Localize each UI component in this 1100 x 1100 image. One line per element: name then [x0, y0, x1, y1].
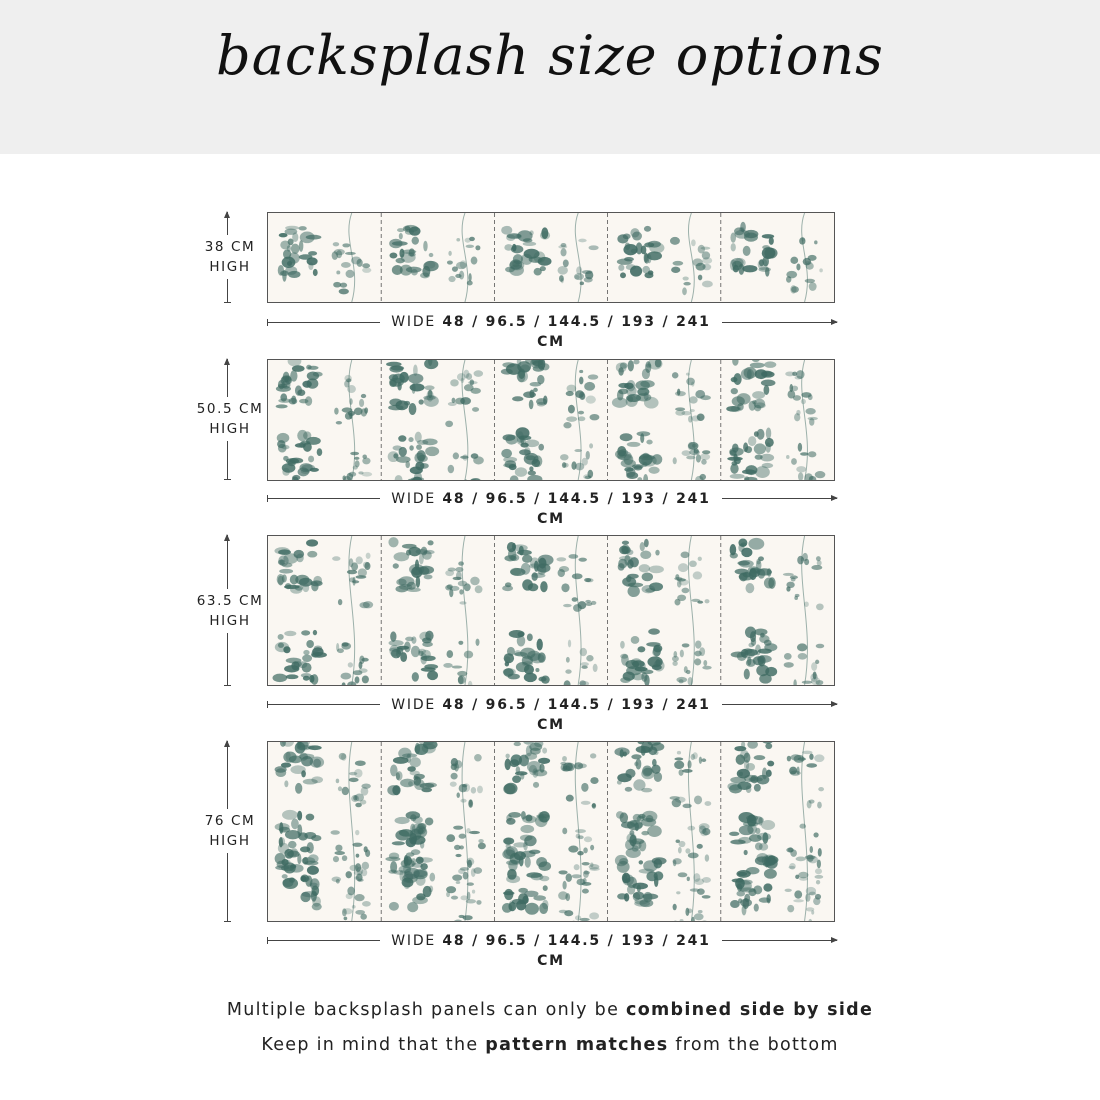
- note-pattern: [0, 1028, 1100, 1063]
- height-value: 50.5 CM: [196, 401, 264, 417]
- note-pattern-text: Keep in mind that the: [261, 1035, 486, 1055]
- note-pattern-emphasis: pattern matches: [485, 1035, 669, 1055]
- backsplash-panel-preview: [267, 212, 835, 303]
- width-values: 48 / 96.5 / 144.5 / 193 / 241 CM: [442, 314, 711, 350]
- height-value: 63.5 CM: [196, 593, 264, 609]
- backsplash-panel-preview: [267, 741, 835, 922]
- height-word: HIGH: [209, 259, 251, 275]
- width-prefix: WIDE: [391, 697, 437, 713]
- note-pattern-text-end: from the bottom: [668, 1035, 839, 1055]
- width-label: [380, 931, 722, 971]
- note-combine: [0, 993, 1100, 1028]
- width-values: 48 / 96.5 / 144.5 / 193 / 241 CM: [442, 933, 711, 969]
- height-word: HIGH: [209, 613, 251, 629]
- height-value: 76 CM: [204, 813, 256, 829]
- height-word: HIGH: [209, 421, 251, 437]
- note-combine-emphasis: combined side by side: [626, 1000, 874, 1020]
- floral-pattern: [268, 213, 834, 302]
- height-label: [185, 589, 275, 633]
- width-label: [380, 695, 722, 735]
- width-values: 48 / 96.5 / 144.5 / 193 / 241 CM: [442, 697, 711, 733]
- width-prefix: WIDE: [391, 314, 437, 330]
- width-prefix: WIDE: [391, 933, 437, 949]
- floral-pattern: [268, 360, 834, 480]
- floral-pattern: [268, 742, 834, 921]
- backsplash-panel-preview: [267, 359, 835, 481]
- height-value: 38 CM: [204, 239, 256, 255]
- page-title: backsplash size options: [216, 24, 884, 87]
- height-label: [185, 235, 275, 279]
- backsplash-panel-preview: [267, 535, 835, 686]
- height-label: [185, 397, 275, 441]
- header-band: [0, 0, 1100, 154]
- note-combine-text: Multiple backsplash panels can only be: [226, 1000, 627, 1020]
- width-prefix: WIDE: [391, 491, 437, 507]
- floral-pattern: [268, 536, 834, 685]
- footer-notes: [0, 993, 1100, 1063]
- height-word: HIGH: [209, 833, 251, 849]
- width-label: [380, 312, 722, 352]
- width-label: [380, 489, 722, 529]
- width-values: 48 / 96.5 / 144.5 / 193 / 241 CM: [442, 491, 711, 527]
- height-label: [185, 809, 275, 853]
